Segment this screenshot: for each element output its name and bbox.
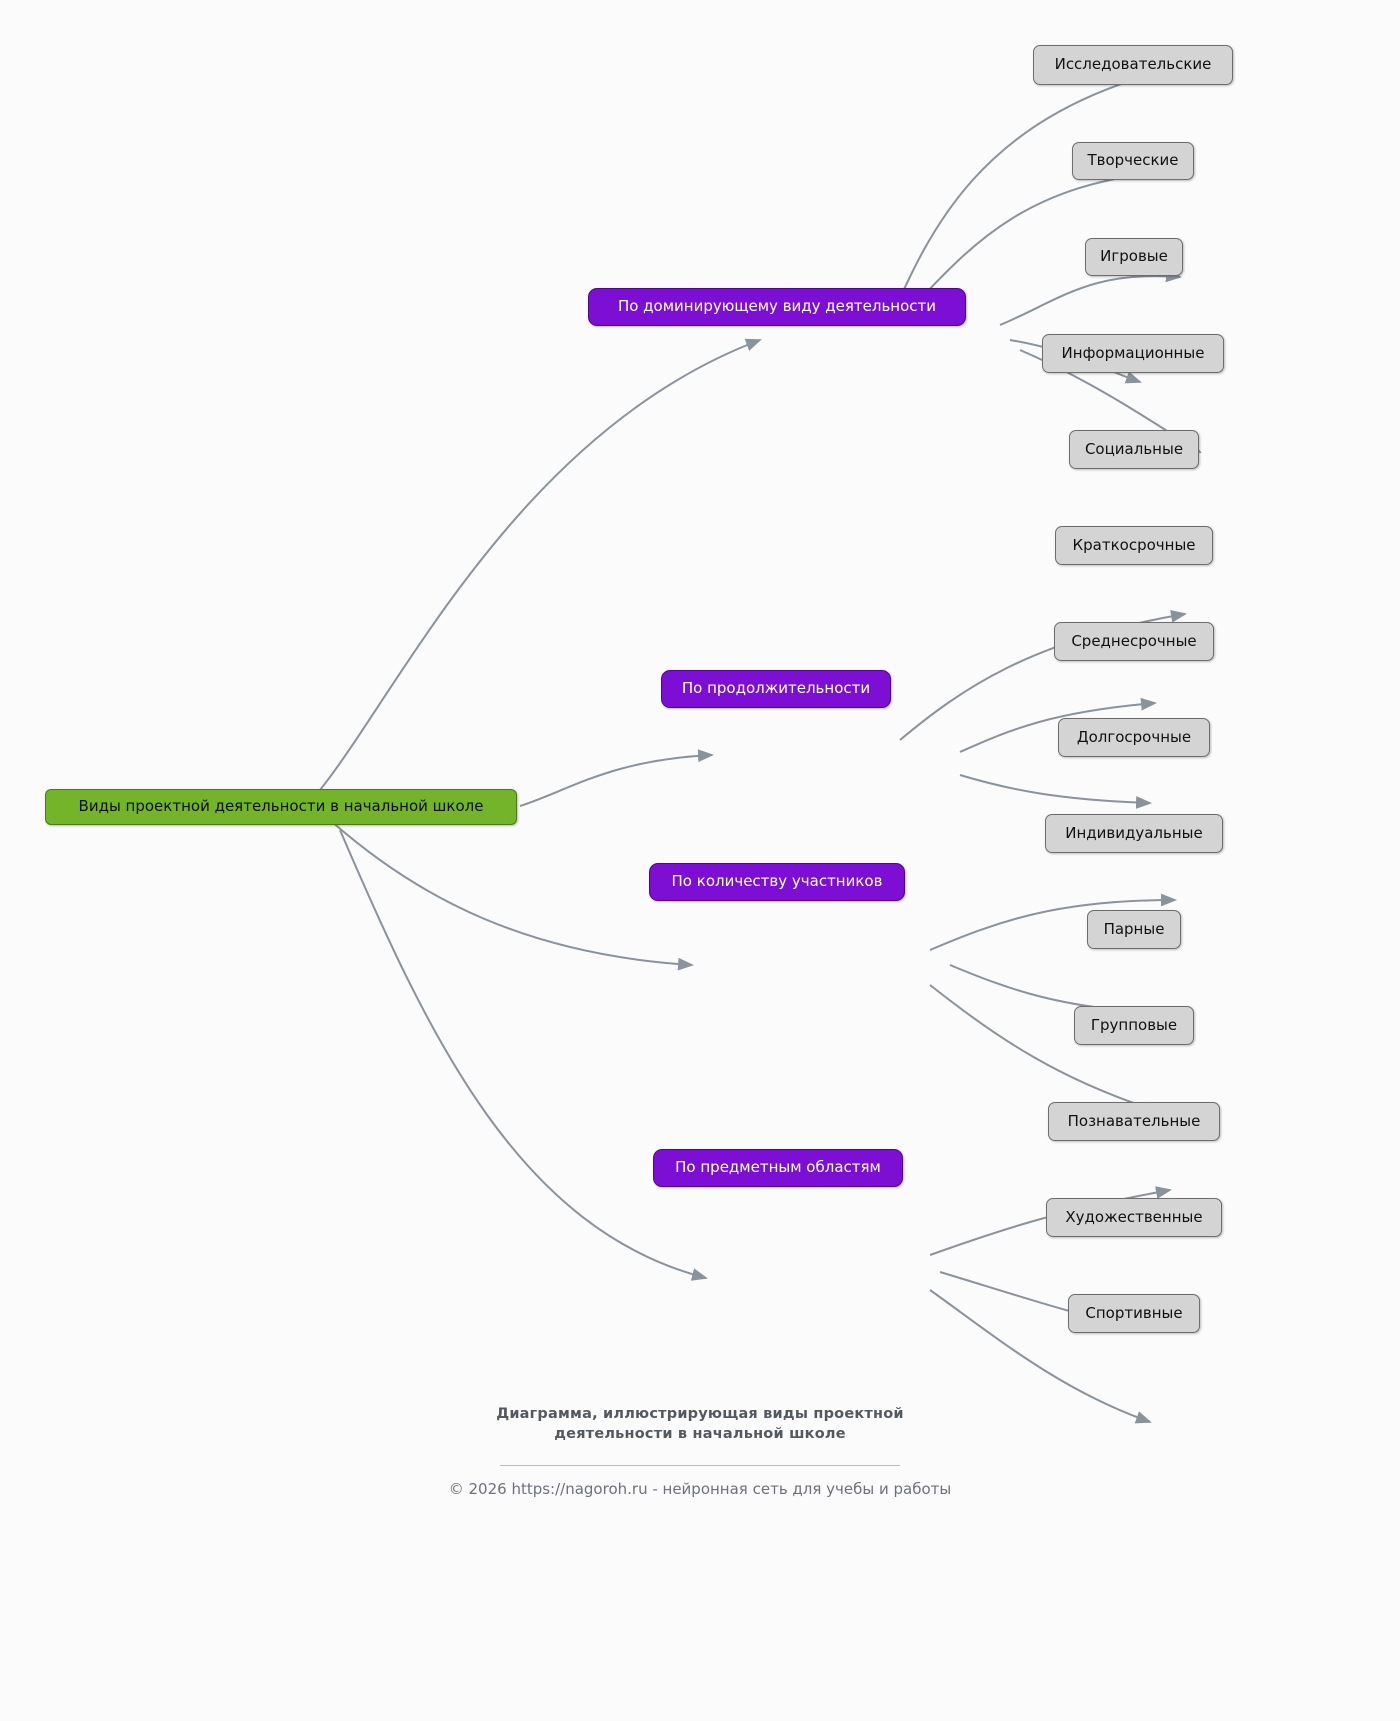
node-leaf-social-label: Социальные [1084, 439, 1184, 458]
node-leaf-group-label: Групповые [1090, 1015, 1178, 1034]
node-leaf-medium[interactable] [1054, 622, 1214, 661]
node-leaf-medium-label: Среднесрочные [1071, 631, 1197, 650]
node-branch-participants[interactable] [649, 863, 905, 901]
node-leaf-long[interactable] [1058, 718, 1210, 757]
node-leaf-research-label: Исследовательские [1054, 55, 1212, 74]
node-root[interactable] [45, 789, 517, 825]
edge-participants-group [930, 985, 1160, 1112]
edge-root-duration [520, 755, 712, 806]
node-leaf-social[interactable] [1069, 430, 1199, 469]
node-leaf-creative[interactable] [1072, 142, 1194, 180]
node-leaf-short-label: Краткосрочные [1072, 535, 1196, 554]
node-leaf-creative-label: Творческие [1087, 151, 1179, 170]
edge-root-participants [330, 820, 692, 965]
node-leaf-game-label: Игровые [1100, 247, 1168, 266]
node-branch-duration-label: По продолжительности [681, 679, 871, 698]
node-leaf-individual[interactable] [1045, 814, 1223, 853]
node-leaf-cognitive[interactable] [1048, 1102, 1220, 1141]
node-root-label: Виды проектной деятельности в начальной школе [78, 797, 484, 816]
edge-root-activity [320, 340, 760, 790]
edge-duration-long [960, 775, 1150, 803]
node-leaf-short[interactable] [1055, 526, 1213, 565]
node-leaf-research[interactable] [1033, 45, 1233, 85]
node-leaf-artistic-label: Художественные [1065, 1207, 1203, 1226]
node-branch-subjects[interactable] [653, 1149, 903, 1187]
caption-divider [500, 1465, 900, 1466]
node-leaf-long-label: Долгосрочные [1076, 727, 1192, 746]
caption-line-2: деятельности в начальной школе [554, 1425, 846, 1442]
node-branch-activity[interactable] [588, 288, 966, 326]
node-leaf-artistic[interactable] [1046, 1198, 1222, 1237]
node-branch-participants-label: По количеству участников [671, 872, 883, 891]
node-leaf-sport-label: Спортивные [1085, 1303, 1183, 1322]
diagram-caption [0, 1405, 1400, 1444]
node-leaf-sport[interactable] [1068, 1294, 1200, 1333]
node-branch-duration[interactable] [661, 670, 891, 708]
footer-text: © 2026 https://nagoroh.ru - нейронная сеть для учебы и работы [448, 1480, 952, 1498]
caption-line-1: Диаграмма, иллюстрирующая виды проектной [496, 1406, 904, 1422]
node-leaf-cognitive-label: Познавательные [1067, 1111, 1201, 1130]
edge-activity-research [890, 72, 1160, 320]
node-branch-subjects-label: По предметным областям [675, 1158, 881, 1177]
node-leaf-group[interactable] [1074, 1006, 1194, 1045]
node-leaf-individual-label: Индивидуальные [1065, 823, 1203, 842]
node-leaf-information[interactable] [1042, 334, 1224, 373]
node-leaf-information-label: Информационные [1061, 343, 1205, 362]
node-branch-activity-label: По доминирующему виду деятельности [617, 297, 937, 316]
node-leaf-pair-label: Парные [1103, 919, 1165, 938]
node-leaf-game[interactable] [1085, 238, 1183, 276]
edge-activity-game [1000, 276, 1180, 325]
node-leaf-pair[interactable] [1087, 910, 1181, 949]
